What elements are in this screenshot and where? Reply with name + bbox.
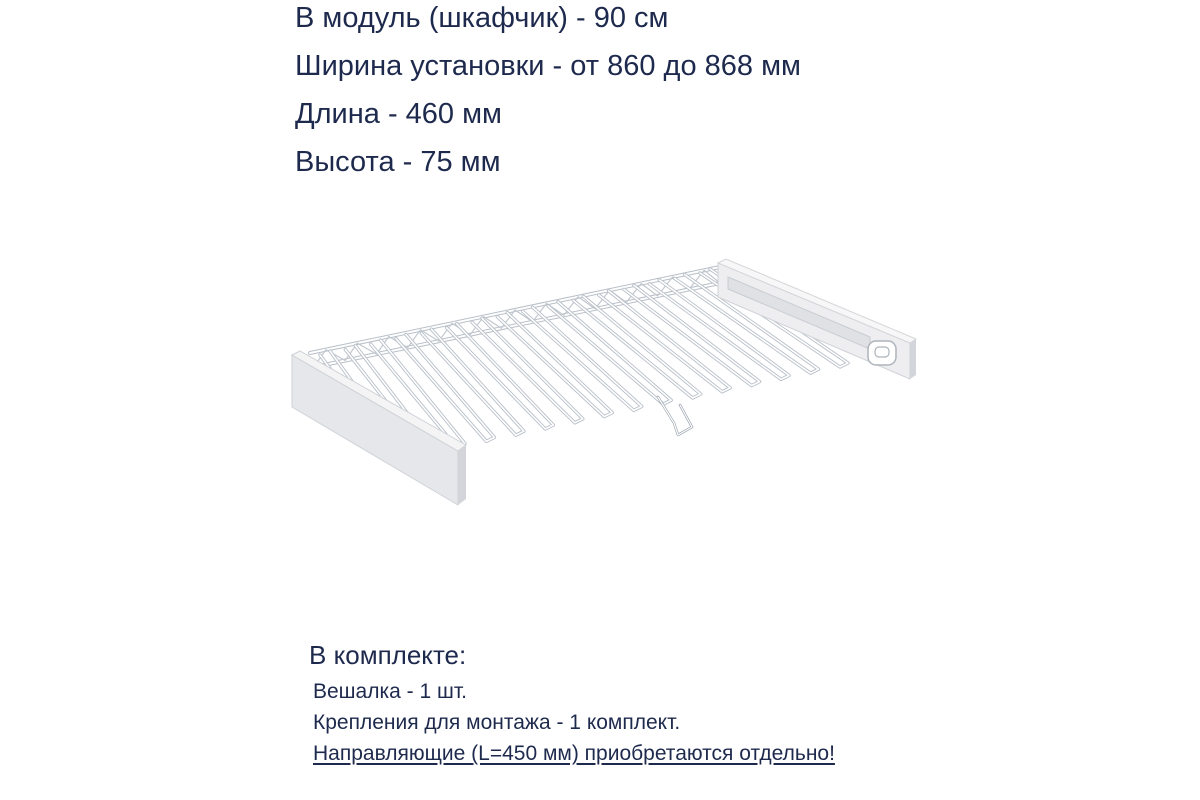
kit-items-list <box>309 676 869 769</box>
spec-module: В модуль (шкафчик) - 90 см <box>295 2 669 34</box>
kit-note-guides: Направляющие (L=450 мм) приобретаются отдельно! <box>313 742 835 765</box>
kit-section <box>309 638 869 769</box>
kit-item-hanger: Вешалка - 1 шт. <box>313 680 467 703</box>
spec-install-width: Ширина установки - от 860 до 868 мм <box>295 50 801 82</box>
kit-item-fasteners: Крепления для монтажа - 1 комплект. <box>313 711 681 734</box>
kit-title: В комплекте: <box>309 640 467 670</box>
trouser-rack-image <box>280 255 920 515</box>
spec-height: Высота - 75 мм <box>295 146 501 178</box>
spec-length: Длина - 460 мм <box>295 98 502 130</box>
specs-list <box>295 0 801 186</box>
